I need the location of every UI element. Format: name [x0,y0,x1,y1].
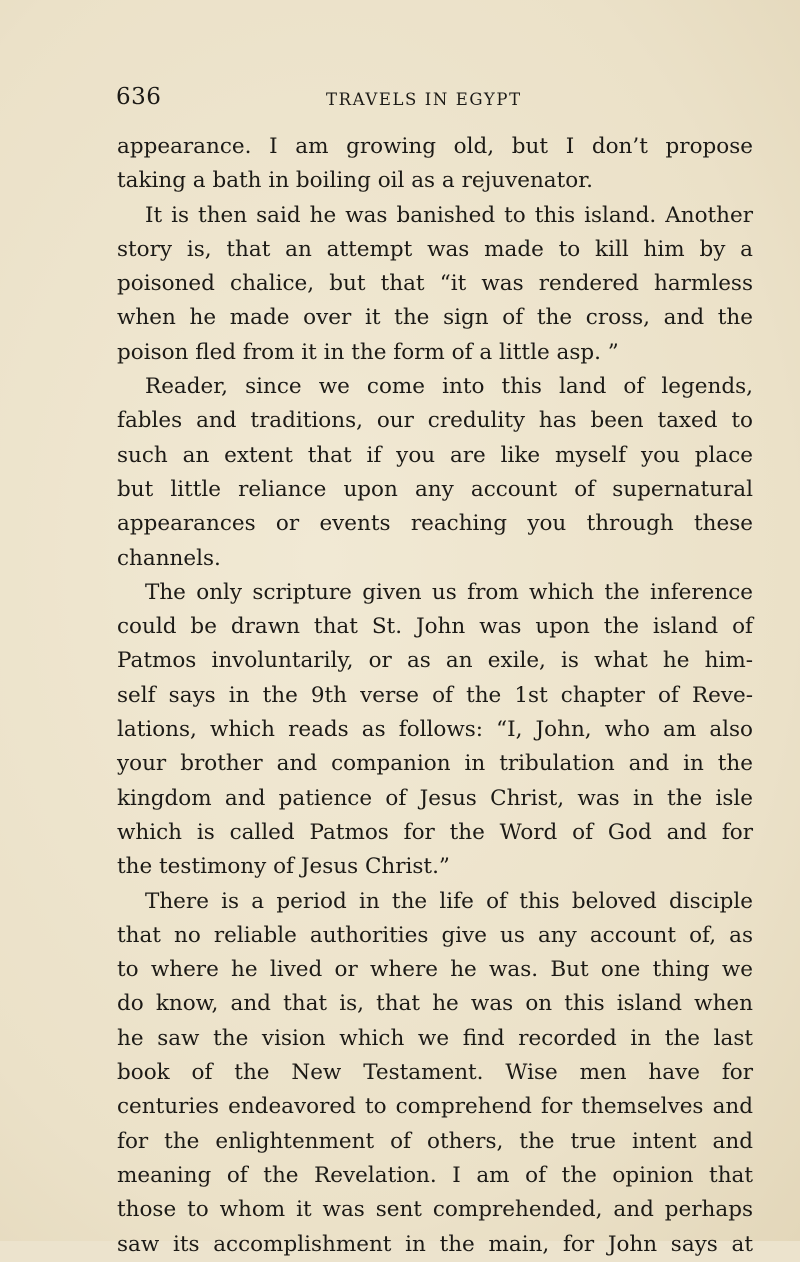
text-line: It is then said he was banished to this island. Another [145,202,753,228]
text-line: lations, which reads as follows: “I, John, who am also [117,717,753,743]
text-line: kingdom and patience of Jesus Christ, was in the isle [117,785,753,811]
text-line: which is called Patmos for the Word of God and for [117,819,753,845]
text-line: Patmos involuntarily, or as an exile, is what he him- [117,648,753,674]
text-line: channels. [117,545,221,571]
text-line: the testimony of Jesus Christ.” [117,854,450,880]
text-line: story is, that an attempt was made to kill him by a [117,236,753,262]
text-line: Reader, since we come into this land of legends, [145,374,753,400]
body-text [117,130,753,1262]
text-line: book of the New Testament. Wise men have for [117,1060,753,1086]
text-line: There is a period in the life of this beloved disciple [145,888,753,914]
text-line: self says in the 9th verse of the 1st chapter of Reve- [117,682,753,708]
text-line: do know, and that is, that he was on this island when [117,991,753,1017]
text-line: appearances or events reaching you through these [117,511,753,537]
text-line: meaning of the Revelation. I am of the opinion that [117,1162,753,1188]
page-number: 636 [116,84,162,110]
text-line: poison fled from it in the form of a little asp. ” [117,339,619,365]
text-line: for the enlightenment of others, the true intent and [117,1128,753,1154]
text-line: that no reliable authorities give us any account of, as [117,922,753,948]
text-line: appearance. I am growing old, but I don’t propose [117,134,753,159]
text-line: could be drawn that St. John was upon the island of [117,614,753,640]
text-line: he saw the vision which we find recorded in the last [117,1025,753,1051]
text-line: saw its accomplishment in the main, for John says at [117,1231,753,1257]
text-line: such an extent that if you are like myself you place [117,442,753,468]
text-line: but little reliance upon any account of supernatural [117,476,753,502]
text-line: fables and traditions, our credulity has been taxed to [117,408,753,434]
text-line: to where he lived or where he was. But one thing we [117,957,753,983]
text-line: taking a bath in boiling oil as a rejuvenator. [117,168,593,194]
running-title: TRAVELS IN EGYPT [326,90,522,109]
text-line: centuries endeavored to comprehend for themselves and [117,1094,753,1120]
running-head [116,84,756,114]
text-line: your brother and companion in tribulation and in the [117,751,753,777]
text-line: when he made over it the sign of the cross, and the [117,305,753,331]
text-line: those to whom it was sent comprehended, and perhaps [117,1197,753,1223]
text-line: poisoned chalice, but that “it was rendered harmless [117,271,753,297]
text-line: The only scripture given us from which the inference [145,579,753,605]
